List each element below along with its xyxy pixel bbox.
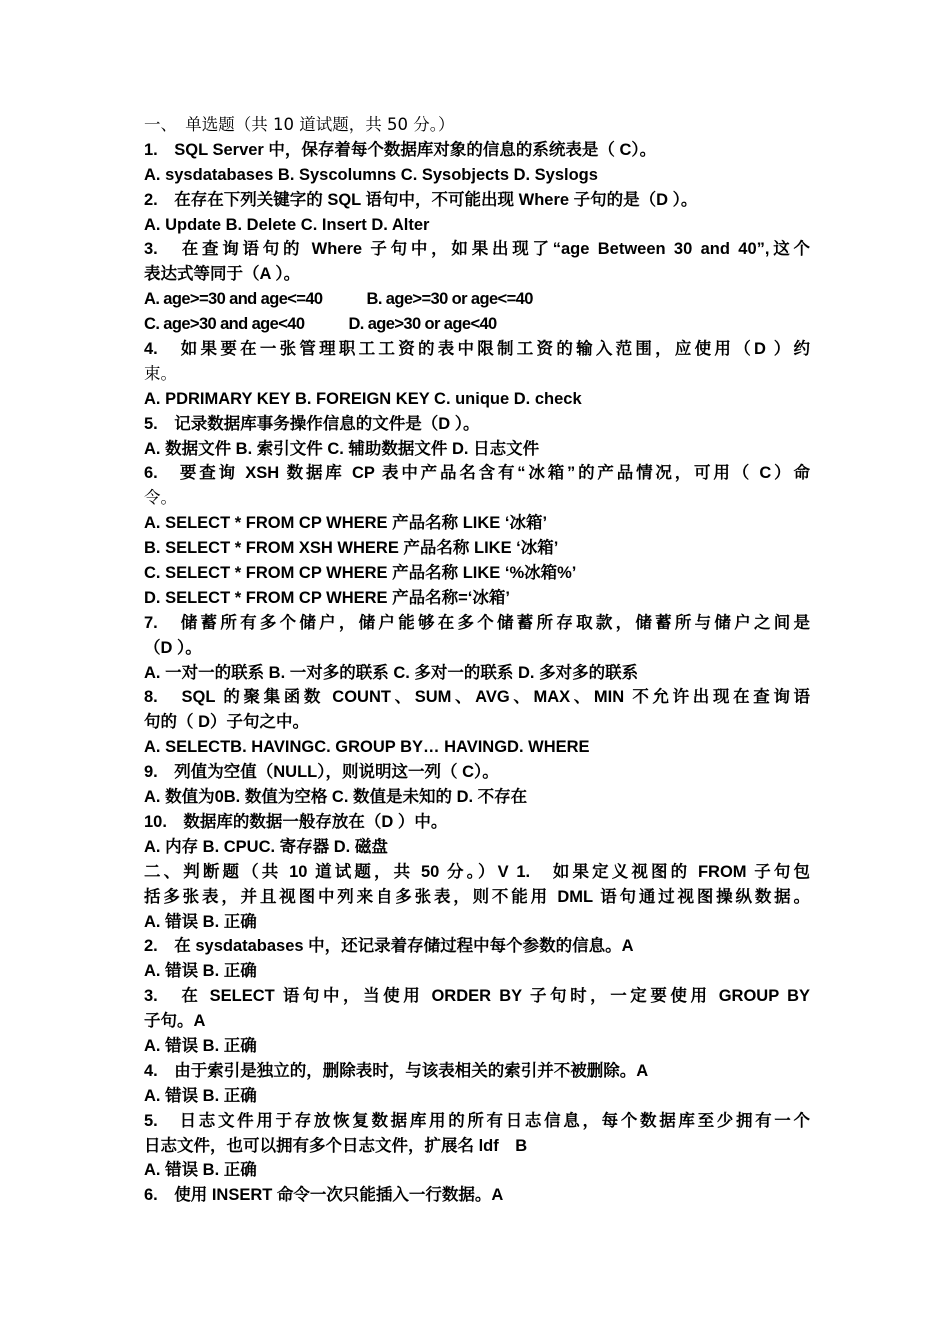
question-6-line-2: 令。 <box>144 488 177 508</box>
question-6-option-a: A. SELECT * FROM CP WHERE 产品名称 LIKE ‘冰箱’ <box>144 514 548 533</box>
question-5-options: A. 数据文件 B. 索引文件 C. 辅助数据文件 D. 日志文件 <box>144 439 540 458</box>
question-8-options: A. SELECTB. HAVINGC. GROUP BY… HAVINGD. WHERE <box>144 738 590 757</box>
question-7-line-2: （D ）。 <box>144 638 202 657</box>
section-heading-true-false: 二、判断题（共 10 道试题，共 50 分。）V 1. 如果定义视图的 FROM 子句包 <box>144 862 810 881</box>
question-6-option-b: B. SELECT * FROM XSH WHERE 产品名称 LIKE ‘冰箱’ <box>144 539 559 558</box>
tf-question-5-line-1: 5. 日志文件用于存放恢复数据库用的所有日志信息，每个数据库至少拥有一个 <box>144 1111 810 1130</box>
tf-question-4-options: A. 错误 B. 正确 <box>144 1086 257 1105</box>
tf-question-1-options: A. 错误 B. 正确 <box>144 912 257 931</box>
question-7-options: A. 一对一的联系 B. 一对多的联系 C. 多对一的联系 D. 多对多的联系 <box>144 663 639 682</box>
question-3-options-row-2 <box>144 312 810 337</box>
question-9-options: A. 数值为0B. 数值为空格 C. 数值是未知的 D. 不存在 <box>144 788 528 807</box>
tf-question-3-options: A. 错误 B. 正确 <box>144 1036 257 1055</box>
question-3-line-2: 表达式等同于（A ）。 <box>144 265 301 284</box>
question-5: 5. 记录数据库事务操作信息的文件是（D ）。 <box>144 414 480 433</box>
tf-question-3-line-2: 子句。A <box>144 1012 206 1031</box>
question-4-options: A. PDRIMARY KEY B. FOREIGN KEY C. unique D. check <box>144 389 582 408</box>
question-1-options: A. sysdatabases B. Syscolumns C. Sysobjects D. Syslogs <box>144 165 598 184</box>
question-6-line-1: 6. 要查询 XSH 数据库 CP 表中产品名含有“冰箱”的产品情况，可用（ C）命 <box>144 464 810 483</box>
question-2: 2. 在存在下列关键字的 SQL 语句中，不可能出现 Where 子句的是（D ）。 <box>144 190 698 209</box>
tf-question-6: 6. 使用 INSERT 命令一次只能插入一行数据。A <box>144 1186 504 1205</box>
document-page <box>144 113 810 1208</box>
question-8-line-1: 8. SQL 的聚集函数 COUNT、SUM、AVG、MAX、MIN 不允许出现在查询语 <box>144 688 810 707</box>
tf-question-3-line-1: 3. 在 SELECT 语句中，当使用 ORDER BY 子句时，一定要使用 GROUP BY <box>144 987 810 1006</box>
tf-question-2: 2. 在 sysdatabases 中，还记录着存储过程中每个参数的信息。A <box>144 937 634 956</box>
question-10: 10. 数据库的数据一般存放在（D ）中。 <box>144 812 448 831</box>
tf-question-1-line-2: 括多张表，并且视图中列来自多张表，则不能用 DML 语句通过视图操纵数据。 <box>144 887 810 906</box>
question-3-line-1: 3. 在查询语句的 Where 子句中，如果出现了“age Between 30 and 40”,这个 <box>144 240 810 259</box>
question-9: 9. 列值为空值（NULL），则说明这一列（ C）。 <box>144 763 499 782</box>
question-4-line-2: 束。 <box>144 363 177 383</box>
question-3-option-d: D. age>30 or age<40 <box>348 315 497 334</box>
section-heading-single-choice: 一、 单选题（共 10 道试题，共 50 分。） <box>144 115 455 134</box>
tf-question-5-options: A. 错误 B. 正确 <box>144 1161 257 1180</box>
question-3-options-row-1 <box>144 287 810 312</box>
question-3-option-b: B. age>=30 or age<=40 <box>366 290 533 309</box>
question-1: 1. SQL Server 中，保存着每个数据库对象的信息的系统表是（ C）。 <box>144 140 657 159</box>
question-3-option-c: C. age>30 and age<40 <box>144 315 305 334</box>
question-8-line-2: 句的（ D）子句之中。 <box>144 713 309 732</box>
question-6-option-d: D. SELECT * FROM CP WHERE 产品名称=‘冰箱’ <box>144 588 510 607</box>
question-3-option-a: A. age>=30 and age<=40 <box>144 290 323 309</box>
question-2-options: A. Update B. Delete C. Insert D. Alter <box>144 215 430 234</box>
question-10-options: A. 内存 B. CPUC. 寄存器 D. 磁盘 <box>144 837 388 856</box>
question-4-line-1: 4. 如果要在一张管理职工工资的表中限制工资的输入范围，应使用（D ）约 <box>144 340 810 359</box>
question-6-option-c: C. SELECT * FROM CP WHERE 产品名称 LIKE ‘%冰箱%’ <box>144 564 577 583</box>
tf-question-2-options: A. 错误 B. 正确 <box>144 962 257 981</box>
tf-question-5-line-2: 日志文件，也可以拥有多个日志文件，扩展名 ldf B <box>144 1136 528 1155</box>
tf-question-4: 4. 由于索引是独立的，删除表时，与该表相关的索引并不被删除。A <box>144 1061 649 1080</box>
question-7-line-1: 7. 储蓄所有多个储户，储户能够在多个储蓄所存取款，储蓄所与储户之间是 <box>144 613 810 632</box>
